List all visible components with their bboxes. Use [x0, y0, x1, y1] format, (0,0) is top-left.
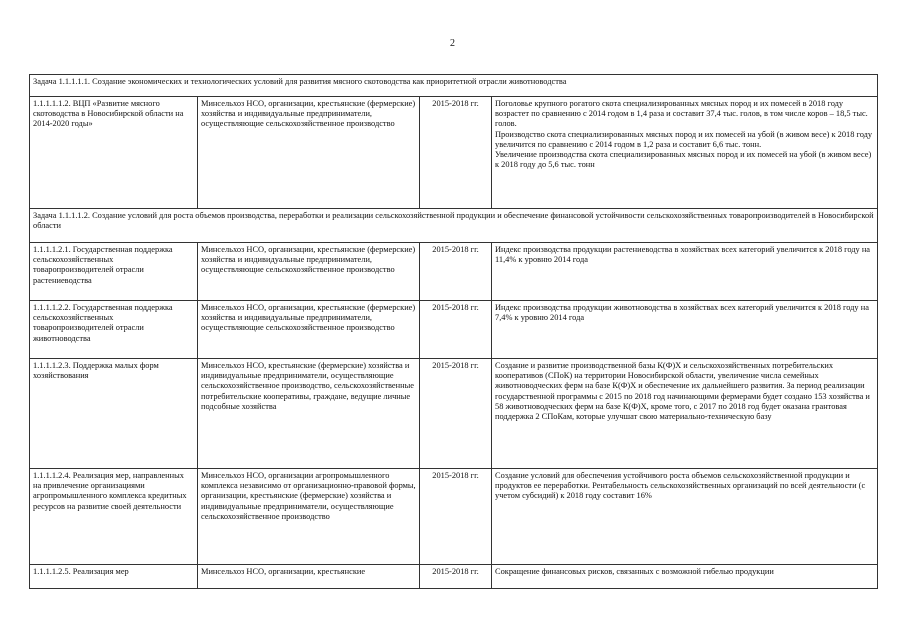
table-row: [30, 565, 878, 589]
measure-code-cell: 1.1.1.1.2.4. Реализация мер, направленных на привлечение организациями агропромышленного комплекса кредитных ресурсов на развитие своей деятельности: [30, 469, 198, 565]
task-row: [30, 75, 878, 97]
executors-cell: Минсельхоз НСО, организации, крестьянские: [198, 565, 420, 589]
program-measures-table: [29, 74, 878, 589]
measure-code-cell: 1.1.1.1.2.3. Поддержка малых форм хозяйствования: [30, 359, 198, 469]
task-title: Задача 1.1.1.1.2. Создание условий для роста объемов производства, переработки и реализации сельскохозяйственной продукции и обеспечение финансовой устойчивости сельскохозяйственных товаропроизводителей в Новосибирской области: [30, 209, 878, 243]
period-cell: 2015-2018 гг.: [420, 565, 492, 589]
executors-cell: Минсельхоз НСО, организации, крестьянские (фермерские) хозяйства и индивидуальные предприниматели, осуществляющие сельскохозяйственное производство: [198, 243, 420, 301]
period-cell: 2015-2018 гг.: [420, 469, 492, 565]
measure-code-cell: 1.1.1.1.1.2. ВЦП «Развитие мясного скотоводства в Новосибирской области на 2014-2020 годы»: [30, 97, 198, 209]
result-cell: [492, 97, 878, 209]
result-cell: Создание условий для обеспечения устойчивого роста объемов сельскохозяйственной продукции и продуктов ее переработки. Рентабельность сельскохозяйственных организаций по всей деятельности (с учетом субсидий) к 2018 году составит 16%: [492, 469, 878, 565]
executors-cell: Минсельхоз НСО, крестьянские (фермерские) хозяйства и индивидуальные предприниматели, осуществляющие сельскохозяйственное производство, сельскохозяйственные потребительские кооперативы, граждане, ведущие личные подсобные хозяйства: [198, 359, 420, 469]
result-cell: Индекс производства продукции животноводства в хозяйствах всех категорий увеличится к 2018 году на 7,4% к уровню 2014 года: [492, 301, 878, 359]
result-line: Поголовье крупного рогатого скота специализированных мясных пород и их помесей в 2018 году возрастет по сравнению с 2014 годом в 1,4 раза и составит 37,4 тыс. голов, в том числе коров – 18,5 тыс. голов.: [495, 99, 868, 129]
measure-code-cell: 1.1.1.1.2.1. Государственная поддержка сельскохозяйственных товаропроизводителей отрасли растениеводства: [30, 243, 198, 301]
period-cell: 2015-2018 гг.: [420, 301, 492, 359]
result-line: Производство скота специализированных мясных пород и их помесей на убой (в живом весе) к 2018 году увеличится по сравнению с 2014 годом в 1,2 раза и составит 6,6 тыс. тонн.: [495, 129, 873, 149]
table-row: [30, 97, 878, 209]
period-cell: 2015-2018 гг.: [420, 359, 492, 469]
task-title: Задача 1.1.1.1.1. Создание экономических и технологических условий для развития мясного скотоводства как приоритетной отрасли животноводства: [30, 75, 878, 97]
executors-cell: Минсельхоз НСО, организации агропромышленного комплекса независимо от организационно-правовой формы, организации, крестьянские (фермерские) хозяйства и индивидуальные предприниматели, осуществляющие сельскохозяйственное производство: [198, 469, 420, 565]
table-row: [30, 243, 878, 301]
measure-code-cell: 1.1.1.1.2.5. Реализация мер: [30, 565, 198, 589]
measure-code-cell: 1.1.1.1.2.2. Государственная поддержка сельскохозяйственных товаропроизводителей отрасли животноводства: [30, 301, 198, 359]
result-line: Увеличение производства скота специализированных мясных пород и их помесей на убой (в живом весе) к 2018 году до 5,6 тыс. тонн: [495, 150, 872, 170]
executors-cell: Минсельхоз НСО, организации, крестьянские (фермерские) хозяйства и индивидуальные предприниматели, осуществляющие сельскохозяйственное производство: [198, 97, 420, 209]
period-cell: 2015-2018 гг.: [420, 97, 492, 209]
result-cell: Индекс производства продукции растениеводства в хозяйствах всех категорий увеличится к 2018 году на 11,4% к уровню 2014 года: [492, 243, 878, 301]
period-cell: 2015-2018 гг.: [420, 243, 492, 301]
executors-cell: Минсельхоз НСО, организации, крестьянские (фермерские) хозяйства и индивидуальные предприниматели, осуществляющие сельскохозяйственное производство: [198, 301, 420, 359]
table-row: [30, 359, 878, 469]
table-row: [30, 301, 878, 359]
table-row: [30, 469, 878, 565]
result-cell: Создание и развитие производственной базы К(Ф)Х и сельскохозяйственных потребительских кооперативов (СПоК) на территории Новосибирской области, увеличение числа семейных животноводческих ферм на базе К(Ф)Х и обеспечение их дальнейшего развития. За период реализации государственной программы с 2015 по 2018 год начинающими фермерами будет создано 153 хозяйства и 58 животноводческих ферм на базе К(Ф)Х, кроме того, с 2017 по 2018 год будет оказана грантовая поддержка 2 СПоКам, которые улучшат свою материально-техническую базу: [492, 359, 878, 469]
page-number: 2: [450, 38, 455, 49]
task-row: [30, 209, 878, 243]
result-cell: Сокращение финансовых рисков, связанных с возможной гибелью продукции: [492, 565, 878, 589]
